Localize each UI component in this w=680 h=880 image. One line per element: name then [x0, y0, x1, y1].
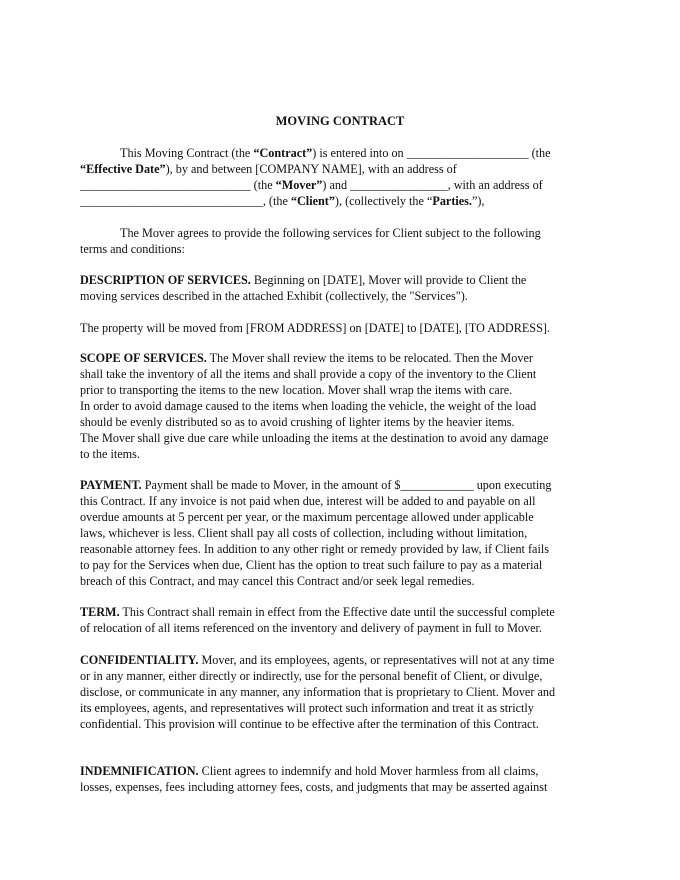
intro-text: This Moving Contract (the: [120, 146, 254, 160]
description-line-2: moving services described in the attached Exhibit (collectively, the "Services").: [80, 289, 468, 303]
payment-line-3: overdue amounts at 5 percent per year, or the maximum percentage allowed under applicable: [80, 510, 534, 524]
agree-line-1: The Mover agrees to provide the following services for Client subject to the following: [120, 226, 541, 240]
payment-line-4: laws, whichever is less. Client shall pay all costs of collection, including without limitation,: [80, 526, 528, 540]
intro-text: ) is entered into on ____________________ (the: [312, 146, 551, 160]
scope-line-1: [80, 350, 533, 366]
contract-term: “Contract”: [253, 146, 313, 160]
scope-line-6: The Mover shall give due care while unloading the items at the destination to avoid any damage: [80, 431, 549, 445]
description-heading: DESCRIPTION OF SERVICES.: [80, 273, 251, 287]
payment-heading: PAYMENT.: [80, 478, 142, 492]
intro-line-3: [80, 177, 543, 193]
payment-line-2: this Contract. If any invoice is not paid when due, interest will be added to and payable on all: [80, 494, 536, 508]
indemnification-line-1: [80, 763, 538, 779]
intro-text: ”),: [471, 194, 485, 208]
scope-heading: SCOPE OF SERVICES.: [80, 351, 207, 365]
client-term: “Client”: [290, 194, 335, 208]
payment-line-5: reasonable attorney fees. In addition to any other right or remedy provided by law, if Client fails: [80, 542, 549, 556]
confidentiality-line-5: confidential. This provision will continue to be effective after the termination of this Contract.: [80, 717, 539, 731]
description-line-1: [80, 272, 526, 288]
scope-line-3: prior to transporting the items to the new location. Mover shall wrap the items with care.: [80, 383, 513, 397]
payment-line-1: [80, 477, 552, 493]
intro-text: ), by and between [COMPANY NAME], with an address of: [165, 162, 457, 176]
intro-text: ______________________________, (the: [80, 194, 291, 208]
intro-line-1: [120, 145, 551, 161]
term-line-2: of relocation of all items referenced on the inventory and delivery of payment in full to Mover.: [80, 621, 542, 635]
indemnification-line-2: losses, expenses, fees including attorney fees, costs, and judgments that may be asserted against: [80, 780, 548, 794]
payment-line-7: breach of this Contract, and may cancel this Contract and/or seek legal remedies.: [80, 574, 475, 588]
confidentiality-heading: CONFIDENTIALITY.: [80, 653, 199, 667]
intro-line-4: [80, 193, 484, 209]
parties-term: Parties.: [432, 194, 472, 208]
indemnification-text: Client agrees to indemnify and hold Mover harmless from all claims,: [198, 764, 539, 778]
intro-text: ____________________________ (the: [80, 178, 276, 192]
scope-line-2: shall take the inventory of all the items and shall provide a copy of the inventory to the Client: [80, 367, 537, 381]
confidentiality-text: Mover, and its employees, agents, or representatives will not at any time: [198, 653, 555, 667]
term-heading: TERM.: [80, 605, 120, 619]
scope-line-4: In order to avoid damage caused to the items when loading the vehicle, the weight of the load: [80, 399, 537, 413]
scope-line-5: should be evenly distributed so as to avoid crushing of lighter items by the heavier items.: [80, 415, 515, 429]
mover-term: “Mover”: [275, 178, 323, 192]
payment-text: Payment shall be made to Mover, in the amount of $____________ upon executing: [141, 478, 552, 492]
description-text: Beginning on [DATE], Mover will provide to Client the: [250, 273, 527, 287]
effective-date-term: “Effective Date”: [80, 162, 166, 176]
confidentiality-line-3: disclose, or communicate in any manner, any information that is proprietary to Client. Mover and: [80, 685, 556, 699]
intro-line-2: [80, 161, 457, 177]
term-text: This Contract shall remain in effect from the Effective date until the successful complete: [119, 605, 555, 619]
scope-line-7: to the items.: [80, 447, 140, 461]
agree-line-2: terms and conditions:: [80, 242, 185, 256]
indemnification-heading: INDEMNIFICATION.: [80, 764, 199, 778]
payment-line-6: to pay for the Services when due, Client has the option to treat such failure to pay as a material: [80, 558, 543, 572]
scope-text: The Mover shall review the items to be relocated. Then the Mover: [206, 351, 533, 365]
property-line: The property will be moved from [FROM ADDRESS] on [DATE] to [DATE], [TO ADDRESS].: [80, 321, 550, 335]
intro-text: ) and ________________, with an address of: [322, 178, 543, 192]
document-title: MOVING CONTRACT: [275, 114, 405, 128]
term-line-1: [80, 604, 555, 620]
confidentiality-line-2: or in any manner, either directly or indirectly, use for the personal benefit of Client, or divulge,: [80, 669, 543, 683]
intro-text: ), (collectively the “: [334, 194, 433, 208]
confidentiality-line-4: its employees, agents, and representatives will protect such information and treat it as strictly: [80, 701, 534, 715]
confidentiality-line-1: [80, 652, 554, 668]
